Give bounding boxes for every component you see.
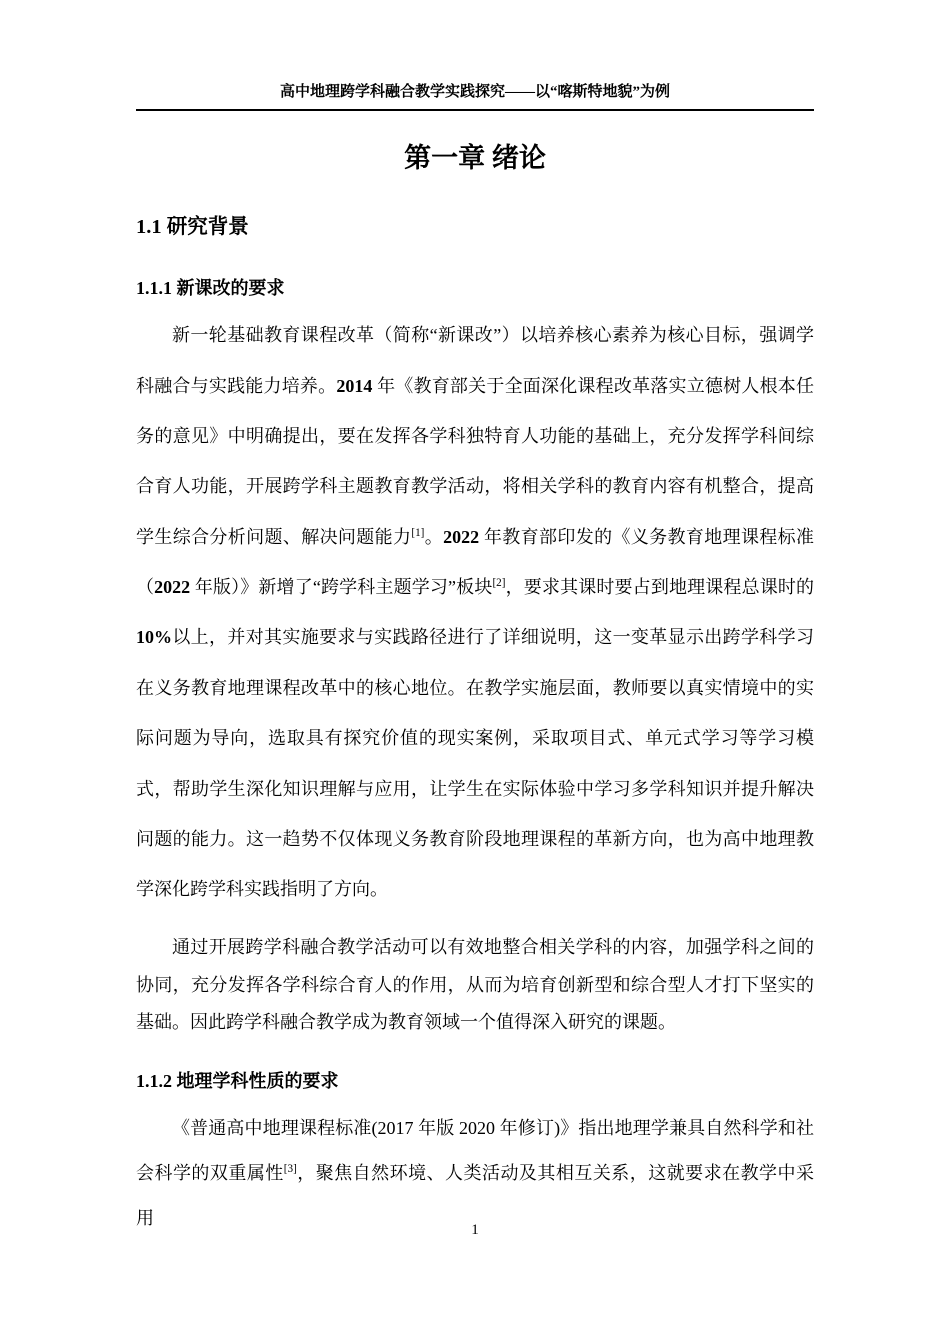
page-number: 1 (471, 1222, 479, 1238)
chapter-title: 第一章 绪论 (404, 143, 546, 173)
text-run: 2022 (443, 526, 484, 547)
citation-superscript: [2] (492, 577, 506, 590)
text-run: 通过开展跨学科融合教学活动可以有效地整合相关学科的内容，加强学科之间的协同，充分发挥各学科综合育人的作用，从而为培育创新型和综合型人才打下坚实的基础。因此跨学科融合教学成为教育领域一个值得深入研究的课题。 (136, 936, 814, 1033)
text-run: 2014 (336, 375, 378, 396)
paragraph-3 (136, 1106, 814, 1241)
subsection-heading-1-1-1: 1.1.1 新课改的要求 (136, 277, 285, 298)
section-heading-1-1: 1.1 研究背景 (136, 216, 249, 239)
text-run: 年教育部印发的《义务教育地理课程标准（ (136, 526, 815, 598)
text-run: 新一轮基础教育课程改革（简称“新课改”）以培养核心素养为核心目标，强调学科融合与实践能力培养。 (136, 325, 814, 396)
text-run: 以上，并对其实施要求与实践路径进行了详细说明，这一变革显示出跨学科学习在义务教育地理课程改革中的核心地位。在教学实施层面，教师要以真实情境中的实际问题为导向，选取具有探究价值的现实案例，采取项目式、单元式学习等学习模式，帮助学生深化知识理解与应用，让学生在实际体验中学习多学科知识并提升解决问题的能力。这一趋势不仅体现义务教育阶段地理课程的革新方向，也为高中地理教学深化跨学科实践指明了方向。 (136, 627, 814, 900)
page-header (136, 82, 814, 111)
paragraph-1 (136, 310, 814, 915)
text-run: 10% (136, 627, 172, 648)
running-title: 高中地理跨学科融合教学实践探究——以“喀斯特地貌”为例 (279, 84, 670, 100)
text-run: ，聚焦自然环境、人类活动及其相互关系，这就要求在教学中采用 (136, 1162, 815, 1228)
text-run: 2022 (154, 577, 195, 598)
text-run: 年版）》新增了“跨学科主题学习”板块 (194, 577, 493, 598)
subsection-heading-1-1-2: 1.1.2 地理学科性质的要求 (136, 1071, 339, 1092)
citation-superscript: [3] (283, 1162, 297, 1175)
paragraph-2 (136, 929, 814, 1042)
text-run: 。 (424, 526, 444, 547)
text-run: 年《教育部关于全面深化课程改革落实立德树人根本任务的意见》中明确提出，要在发挥各学科独特育人功能的基础上，充分发挥学科间综合育人功能，开展跨学科主题教育教学活动，将相关学科的教育内容有机整合，提高学生综合分析问题、解决问题能力 (136, 375, 815, 547)
citation-superscript: [1] (411, 526, 425, 539)
text-run: 《普通高中地理课程标准(2017 年版 2020 年修订)》指出地理学兼具自然科学和社会科学的双重属性 (136, 1117, 814, 1183)
text-run: ，要求其课时要占到地理课程总课时的 (505, 577, 815, 598)
